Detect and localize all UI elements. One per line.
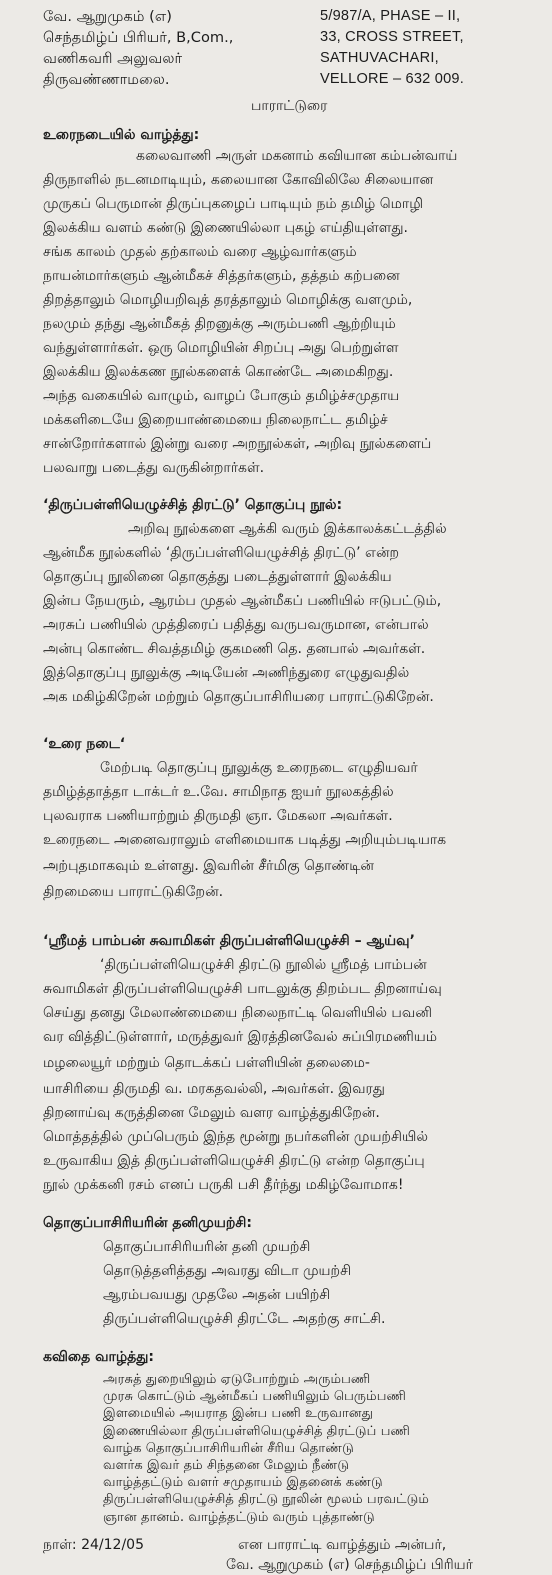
text-line: நூல் முக்கனி ரசம் எனப் பருகி பசி தீர்ந்து மகிழ்வோமாக! — [43, 1177, 404, 1193]
text-line: சுவாமிகள் திருப்பள்ளியெழுச்சி பாடலுக்கு திறம்பட திறனாய்வு — [43, 981, 442, 997]
verse-line: இளமையில் அயராத இன்ப பணி உருவானது — [103, 1406, 374, 1422]
text-line: யாசிரியை திருமதி வ. மரகதவல்லி, அவர்கள். இவரது — [43, 1081, 385, 1097]
text-line: அற்புதமாகவும் உள்ளது. இவரின் சீர்மிகு தொண்டின் — [43, 858, 374, 874]
address-line: 5/987/A, PHASE – II, — [320, 8, 461, 24]
text-line: தொகுப்பு நூலினை தொகுத்து படைத்துள்ளார் இலக்கிய — [43, 569, 392, 585]
text-line: திறமையை பாராட்டுகிறேன். — [43, 884, 224, 900]
text-line: மேற்படி தொகுப்பு நூலுக்கு உரைநடை எழுதியவர் — [100, 760, 418, 776]
verse-line: இணையில்லா திருப்பள்ளியெழுச்சித் திரட்டுப் பணி — [103, 1423, 411, 1439]
text-line: அந்த வகையில் வாழும், வாழப் போகும் தமிழ்ச்சமுதாய — [43, 388, 400, 404]
section-heading: ‘திருப்பள்ளியெழுச்சித் திரட்டு’ தொகுப்பு நூல்: — [43, 497, 343, 513]
text-line: தமிழ்த்தாத்தா டாக்டர் உ.வே. சாமிநாத ஐயர் நூலகத்தில் — [43, 784, 394, 800]
text-line: நலமும் தந்து ஆன்மீகத் திறனுக்கு அரும்பணி ஆற்றியும் — [43, 316, 396, 332]
text-line: திறத்தாலும் மொழியறிவுத் தரத்தாலும் மொழிக்கு வளமும், — [43, 292, 413, 308]
text-line: மொத்தத்தில் முப்பெரும் இந்த மூன்று நபர்களின் முயற்சியில் — [43, 1129, 428, 1145]
text-line: நாயன்மார்களும் ஆன்மீகச் சித்தர்களும், தத்தம் கற்பனை — [43, 268, 400, 284]
verse-line: தொகுப்பாசிரியரின் தனி முயற்சி — [103, 1239, 311, 1255]
verse-line: வளர்க இவர் தம் சிந்தனை மேலும் நீண்டு — [103, 1458, 350, 1473]
text-line: உரைநடை அனைவராலும் எளிமையாக படித்து அறியும்படியாக — [43, 832, 447, 848]
address-line: SATHUVACHARI, — [320, 50, 439, 66]
verse-line: திருப்பள்ளியெழுச்சித் திரட்டு நூலின் மூலம் பரவட்டும் — [103, 1492, 430, 1508]
text-line: அக மகிழ்கிறேன் மற்றும் தொகுப்பாசிரியரை பாராட்டுகிறேன். — [43, 689, 434, 705]
text-line: வர வித்திட்டுள்ளார், மருத்துவர் இரத்தினவேல் சுப்பிரமணியம் — [43, 1029, 438, 1045]
text-line: சங்க காலம் முதல் தற்காலம் வரை ஆழ்வார்களும் — [43, 244, 357, 260]
verse-line: திருப்பள்ளியெழுச்சி திரட்டே அதற்கு சாட்சி. — [103, 1311, 386, 1327]
address-line: 33, CROSS STREET, — [320, 29, 464, 45]
section-heading: ‘உரை நடை‘ — [43, 736, 126, 752]
text-line: அறிவு நூல்களை ஆக்கி வரும் இக்காலக்கட்டத்தில் — [128, 521, 447, 537]
text-line: ஆன்மீக நூல்களில் ‘திருப்பள்ளியெழுச்சித் திரட்டு’ என்ற — [43, 545, 400, 561]
address-line: VELLORE – 632 009. — [320, 71, 464, 87]
section-heading: தொகுப்பாசிரியரின் தனிமுயற்சி: — [43, 1215, 252, 1231]
document-title: பாராட்டுரை — [251, 98, 328, 114]
section-heading: கவிதை வாழ்த்து: — [43, 1349, 154, 1365]
text-line: இலக்கிய இலக்கண நூல்களைக் கொண்டே அமைகிறது. — [43, 364, 394, 380]
recipient-address-block — [320, 6, 464, 90]
letter-date: நாள்: 24/12/05 — [43, 1536, 144, 1553]
text-line: செய்து தனது மேலாண்மையை நிலைநாட்டி வெளியில் பவனி — [43, 1005, 432, 1021]
text-line: பலவாறு படைத்து வருகின்றார்கள். — [43, 460, 265, 476]
text-line: அரசுப் பணியில் முத்திரைப் பதித்து வருபவருமான, என்பால் — [43, 617, 429, 633]
verse-line: தொடுத்தளித்தது அவரது விடா முயற்சி — [103, 1263, 352, 1279]
verse-line: ஆரம்பவயது முதலே அதன் பயிற்சி — [103, 1287, 331, 1303]
sender-designation: வணிகவரி அலுவலர் — [43, 50, 183, 67]
sender-address-block — [43, 6, 233, 90]
section-heading: உரைநடையில் வாழ்த்து: — [43, 127, 200, 143]
verse-line: முரசு கொட்டும் ஆன்மீகப் பணியிலும் பெரும்பணி — [103, 1389, 407, 1405]
sender-city: திருவண்ணாமலை. — [43, 71, 170, 88]
text-line: சான்றோர்களால் இன்று வரை அறநூல்கள், அறிவு நூல்களைப் — [43, 436, 432, 452]
signature-line: வே. ஆறுமுகம் (எ) செந்தமிழ்ப் பிரியர் — [226, 1556, 473, 1573]
text-line: கலைவாணி அருள் மகனாம் கவியான கம்பன்வாய் — [136, 148, 458, 164]
verse-line: ஞான தானம். வாழ்த்தட்டும் வரும் புத்தாண்டு — [103, 1509, 375, 1525]
text-line: திறனாய்வு கருத்தினை மேலும் வளர வாழ்த்துகிறேன். — [43, 1105, 380, 1121]
text-line: இன்ப நேயரும், ஆரம்ப முதல் ஆன்மீகப் பணியில் ஈடுபட்டும், — [43, 593, 442, 609]
text-line: புலவராக பணியாற்றும் திருமதி ஞா. மேகலா அவர்கள். — [43, 808, 393, 824]
text-line: ‘திருப்பள்ளியெழுச்சி திரட்டு நூலில் ஸ்ரீமத் பாம்பன் — [100, 957, 427, 973]
text-line: திருநாளில் நடனமாடியும், கலையான கோவிலிலே சிலையான — [43, 172, 434, 188]
text-line: மழலையூர் மற்றும் தொடக்கப் பள்ளியின் தலைமை- — [43, 1055, 370, 1071]
text-line: மக்களிடையே இறையாண்மையை நிலைநாட்ட தமிழ்ச் — [43, 412, 388, 428]
sender-name: வே. ஆறுமுகம் (எ) — [43, 8, 172, 25]
text-line: உருவாகிய இத் திருப்பள்ளியெழுச்சி திரட்டு என்ற தொகுப்பு — [43, 1153, 425, 1169]
verse-line: வாழ்த்தட்டும் வளர் சமுதாயம் இதனைக் கண்டு — [103, 1475, 383, 1491]
section-heading: ‘ஸ்ரீமத் பாம்பன் சுவாமிகள் திருப்பள்ளியெழுச்சி – ஆய்வு’ — [43, 933, 415, 949]
closing-line: என பாராட்டி வாழ்த்தும் அன்பர், — [238, 1536, 447, 1553]
text-line: இத்தொகுப்பு நூலுக்கு அடியேன் அணிந்துரை எழுதுவதில் — [43, 665, 410, 681]
text-line: முருகப் பெருமான் திருப்புகழைப் பாடியும் நம் தமிழ் மொழி — [43, 196, 424, 212]
text-line: அன்பு கொண்ட சிவத்தமிழ் குகமணி தெ. தனபால் அவர்கள். — [43, 641, 426, 657]
text-line: வந்துள்ளார்கள். ஒரு மொழியின் சிறப்பு அது பெற்றுள்ள — [43, 340, 399, 356]
text-line: இலக்கிய வளம் கண்டு இணையில்லா புகழ் எய்தியுள்ளது. — [43, 220, 408, 236]
verse-line: வாழ்க தொகுப்பாசிரியரின் சீரிய தொண்டு — [103, 1440, 354, 1456]
verse-line: அரசுத் துறையிலும் ஏடுபோற்றும் அரும்பணி — [103, 1372, 371, 1387]
sender-title: செந்தமிழ்ப் பிரியர், B,Com., — [43, 29, 234, 46]
